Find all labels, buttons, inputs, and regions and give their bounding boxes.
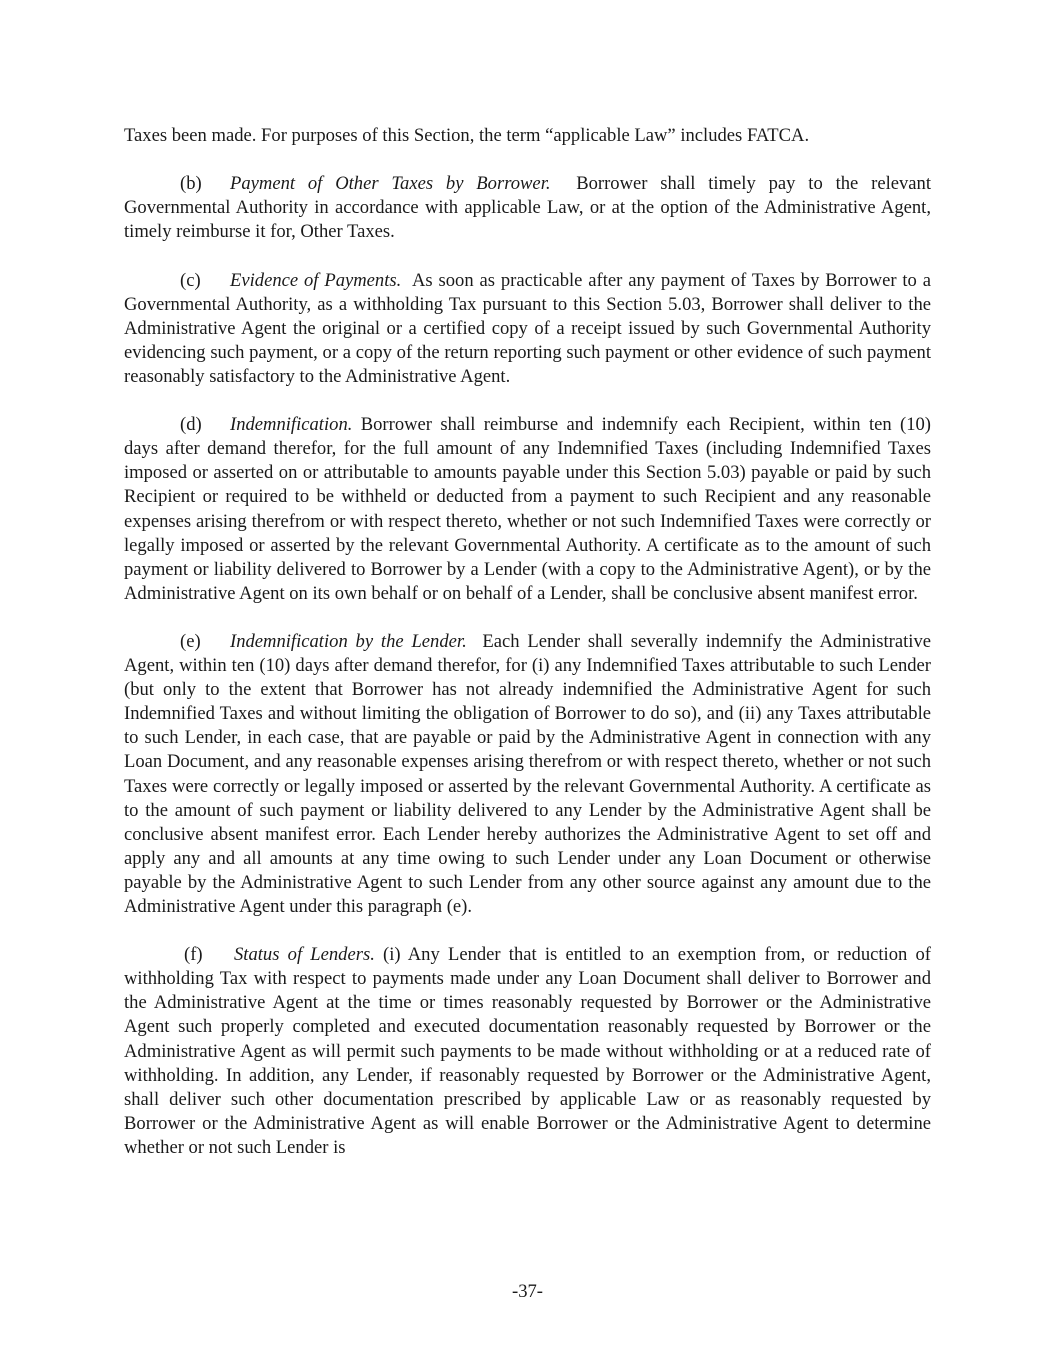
paragraph-b-heading: Payment of Other Taxes by Borrower. — [230, 173, 551, 195]
paragraph-e — [124, 630, 931, 919]
paragraph-d-label: (d) — [180, 414, 202, 436]
paragraph-intro — [124, 124, 931, 148]
paragraph-intro-text: Taxes been made. For purposes of this Section, the term “applicable Law” includes FATCA. — [124, 125, 810, 146]
paragraph-f-heading: Status of Lenders. — [234, 944, 375, 966]
paragraph-e-heading: Indemnification by the Lender. — [230, 630, 467, 652]
paragraph-e-text: Each Lender shall severally indemnify the Administrative Agent, within ten (10) days after demand therefor, for (i) any Indemnified Taxes attributable to such Lender (but only to the extent that Borrower has not already indemnified the Administrative Agent for such Indemnified Taxes and without limiting the obligation of Borrower to do so), and (ii) any Taxes attributable to such Lender, in each case, that are payable or paid by the Administrative Agent in connection with any Loan Document, and any reasonable expenses arising therefrom or with respect thereto, whether or not such Taxes were correctly or legally imposed or asserted by the relevant Governmental Authority. A certificate as to the amount of such payment or liability delivered to any Lender by the Administrative Agent shall be conclusive absent manifest error. Each Lender hereby authorizes the Administrative Agent to set off and apply any and all amounts at any time owing to such Lender under any Loan Document or otherwise payable by the Administrative Agent to such Lender from any other source against any amount due to the Administrative Agent under this paragraph (e). — [124, 630, 931, 917]
paragraph-b-label: (b) — [180, 173, 202, 195]
paragraph-c-label: (c) — [180, 269, 201, 291]
paragraph-c — [124, 269, 931, 389]
paragraph-c-heading: Evidence of Payments. — [230, 269, 402, 291]
paragraph-c-text: As soon as practicable after any payment of Taxes by Borrower to a Governmental Authority, as a withholding Tax pursuant to this Section 5.03, Borrower shall deliver to the Administrative Agent the original or a certified copy of a receipt issued by such Governmental Authority evidencing such payment, or a copy of the return reporting such payment or other evidence of such payment reasonably satisfactory to the Administrative Agent. — [124, 269, 931, 387]
paragraph-d-heading: Indemnification. — [230, 414, 353, 436]
paragraph-d — [124, 413, 931, 606]
paragraph-d-text: Borrower shall reimburse and indemnify each Recipient, within ten (10) days after demand therefor, for the full amount of any Indemnified Taxes (including Indemnified Taxes imposed or asserted on or attributable to amounts payable under this Section 5.03) payable or paid by such Recipient or required to be withheld or deducted from a payment to such Recipient and any reasonable expenses arising therefrom or with respect thereto, whether or not such Indemnified Taxes were correctly or legally imposed or asserted by the relevant Governmental Authority. A certificate as to the amount of such payment or liability delivered to Borrower by a Lender (with a copy to the Administrative Agent), or by the Administrative Agent on its own behalf or on behalf of a Lender, shall be conclusive absent manifest error. — [124, 414, 931, 604]
paragraph-b-text: Borrower shall timely pay to the relevant Governmental Authority in accordance with applicable Law, or at the option of the Administrative Agent, timely reimburse it for, Other Taxes. — [124, 173, 932, 243]
paragraph-f-text: (i) Any Lender that is entitled to an exemption from, or reduction of withholding Tax with respect to payments made under any Loan Document shall deliver to Borrower and the Administrative Agent at the time or times reasonably requested by Borrower or the Administrative Agent such properly completed and executed documentation reasonably requested by Borrower or the Administrative Agent as will permit such payments to be made without withholding or at a reduced rate of withholding. In addition, any Lender, if reasonably requested by Borrower or the Administrative Agent, shall deliver such other documentation prescribed by applicable Law or as reasonably requested by Borrower or the Administrative Agent as will enable Borrower or the Administrative Agent to determine whether or not such Lender is — [124, 944, 931, 1158]
page-number: -37- — [512, 1281, 543, 1302]
paragraph-f-label: (f) — [184, 944, 203, 966]
paragraph-f — [124, 943, 931, 1160]
paragraph-b — [124, 172, 931, 244]
paragraph-e-label: (e) — [180, 630, 201, 652]
document-page — [124, 124, 931, 1184]
